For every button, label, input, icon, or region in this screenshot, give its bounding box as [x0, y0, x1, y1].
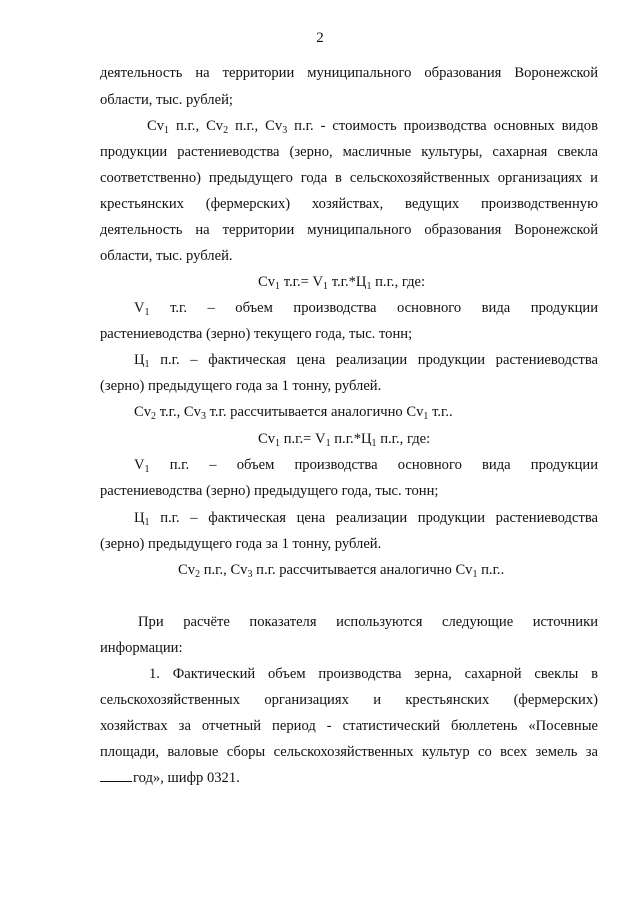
page-number: 2 [316, 30, 324, 46]
text-line: растениеводства (зерно) предыдущего года, тыс. тонн; [100, 483, 439, 499]
text-line: продукции растениеводства (зерно, масличные культуры, сахарная свекла [100, 144, 598, 160]
variable-cv: Cv [147, 118, 165, 134]
text-line-v-definition: $V_1$ т.г. – объем производства основного вида продукции [134, 300, 599, 318]
list-item-source-1: 1. Фактический объем производства зерна, сахарной свеклы в [149, 666, 598, 682]
text-line: год», шифр 0321. [100, 769, 240, 787]
text-line: деятельность на территории муниципального образования Воронежской [100, 65, 598, 81]
text-line: деятельность на территории муниципального образования Воронежской [100, 222, 598, 238]
text-line: области, тыс. рублей. [100, 248, 233, 264]
variable-cv: Cv [265, 118, 283, 134]
text-line: площади, валовые сборы сельскохозяйственных культур со всех земель за [100, 744, 598, 760]
formula-cv-previous-year: $Cv_1$ $п.г.= V_1$ $п.г.*Ц_1$ п.г., где: [258, 431, 431, 449]
text-line-analogous-previous: $Cv_2$ п.г., $Cv_3$ п.г. рассчитывается аналогично $Cv_1$ п.г.. [178, 562, 505, 580]
formula-cv-current-year: $Cv_1$ $т.г.= V_1$ $т.г.*Ц_1$ п.г., где: [258, 274, 426, 292]
blank-year-field [100, 769, 132, 782]
text-line: крестьянских (фермерских) хозяйствах, ведущих производственную [100, 196, 598, 212]
text-line-price-definition: $Ц_1$ п.г. – фактическая цена реализации продукции растениеводства [134, 510, 598, 528]
text-line: соответственно) предыдущего года в сельскохозяйственных организациях и [100, 170, 598, 186]
text-line: растениеводства (зерно) текущего года, тыс. тонн; [100, 326, 413, 342]
text-line: (зерно) предыдущего года за 1 тонну, рублей. [100, 378, 382, 394]
text-line: При расчёте показателя используются следующие источники [138, 614, 598, 630]
text-line-cv-definition: $Cv_1$ п.г., $Cv_2$ п.г., $Cv_3$ п.г. - стоимость производства основных видов [147, 118, 598, 136]
variable-cv: Cv [206, 118, 224, 134]
text-line: области, тыс. рублей; [100, 92, 233, 108]
text-line: хозяйствах за отчетный период - статистический бюллетень «Посевные [100, 718, 598, 734]
text-line: сельскохозяйственных организациях и крестьянских (фермерских) [100, 692, 598, 708]
text-line-analogous-current: $Cv_2$ т.г., $Cv_3$ т.г. рассчитывается аналогично $Cv_1$ т.г.. [134, 404, 453, 422]
text-line: информации: [100, 640, 183, 656]
text-line: (зерно) предыдущего года за 1 тонну, рублей. [100, 536, 382, 552]
text-line-price-definition: $Ц_1$ п.г. – фактическая цена реализации продукции растениеводства [134, 352, 598, 370]
text-line-v-definition: $V_1$ п.г. – объем производства основного вида продукции [134, 457, 599, 475]
